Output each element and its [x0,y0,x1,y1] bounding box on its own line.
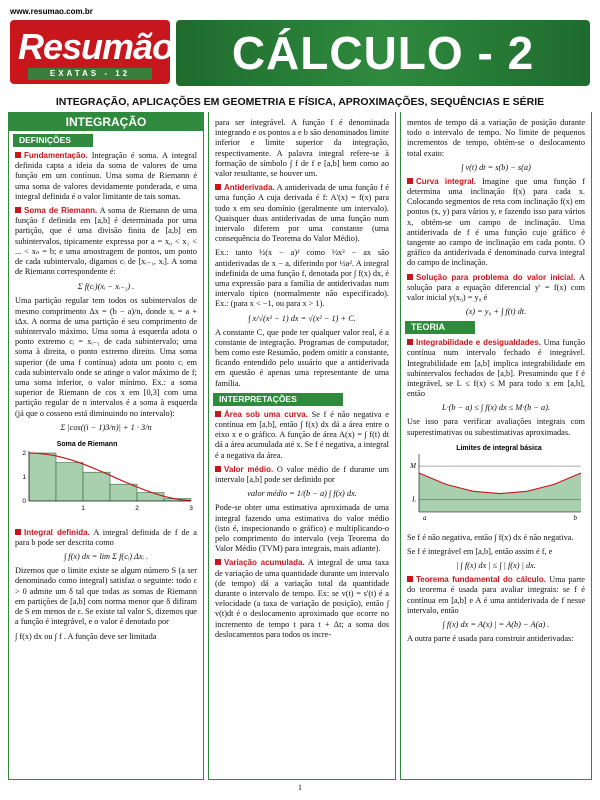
formula: ∫ x/√(x² − 1) dx = √(x² − 1) + C. [248,313,356,323]
formula: valor médio = 1/(b − a) ∫ f(x) dx. [247,489,357,499]
formula: ∫ f(x) dx = lim Σ f(cᵢ) Δxᵢ . [63,552,149,562]
section-bar-teoria: TEORIA [405,321,475,334]
item-text: A antiderivada de uma função f é uma função A cuja derivada é f: A'(x) = f(x) para todo x em seu domínio (geralmente um intervalo). Quaisquer duas antiderivadas de uma função num intervalo diferem por uma constante (uma consequência do Teorema do Valor Médio). [215,183,389,244]
item-text: Se f é não negativa e contínua em [a,b], então ∫ f(x) dx dá a área entre o eixo x e o gráfico. A função de área A(x) = ∫ f(t) dt dá a área acumulada até x. Se f é negativa, a integral é a negativa da área. [215,409,389,460]
keyword: Valor médio. [224,464,274,474]
section-bar-definicoes: DEFINIÇÕES [13,134,93,147]
site-url[interactable]: www.resumao.com.br [10,7,93,16]
paragraph: Pode-se obter uma estimativa aproximada de uma integral fazendo uma estimativa do valor médio (isto é, inspecionando o gráfico) e multiplicando-o pelo comprimento do intervalo (veja Teorema do Valor Médio (TVM) para integrais, mais adiante). [215,503,389,554]
keyword: Antiderivada. [224,183,275,193]
section-bar-integracao: INTEGRAÇÃO [9,113,203,131]
paragraph: Ex.: tanto ½(x − a)² como ½x² − ax são antiderivadas de x − a, diferindo por ½a². A integral indefinida de uma função f, denotada por ∫ f(x) dx, é uma expressão para a família de antiderivadas num intervalo típico (normalmente não especificado). Ex.: (para x < −1, ou para x > 1). [215,248,389,309]
item-text: A integral definida de f de a para b pode ser descrita como [15,527,197,548]
bullet-square-icon [15,207,21,213]
y-tick-label: 0 [22,497,26,505]
column-2 [208,112,396,780]
item-text: A integral de uma taxa de variação de uma quantidade durante um intervalo (de tempo) dá a variação total da quantidade durante o intervalo de tempo. Ex: se v(t) = s'(t) é a velocidade (a taxa de variação de posição), então ∫ v(t)dt é o deslocamento aproximado que ocorre no incremento de tempo t para t + Δt; a soma dos deslocamentos para todos os incre- [215,558,389,639]
chart-title: Soma de Riemann [56,440,118,448]
riemann-bar [29,453,56,501]
x-tick-label: 2 [135,504,139,512]
item-valor-medio [209,465,395,485]
column-3 [400,112,592,780]
riemann-chart-svg [15,437,199,517]
riemann-bar [83,472,110,501]
logo-subtitle: EXATAS - 12 [28,68,152,80]
item-text: Uma função contínua num intervalo fechado é integrável. Integrabilidade em [a,b] implica integrabilidade em subintervalos fechados de [a,b]. Presumindo que f é integrável, se L ≤ f(x) ≤ M para todo x em [a,b], então [407,338,586,399]
riemann-bar [56,462,83,500]
formula: ∫ v(t) dt = s(b) − s(a) [461,162,531,172]
formula: Σ f(cᵢ)(xᵢ − xᵢ₋₁) . [77,282,135,292]
page-number: 1 [298,783,302,792]
paragraph: ∫ f(x) dx ou ∫ f . A função deve ser limitada [15,631,157,641]
keyword: Teorema fundamental do cálculo. [416,575,546,585]
formula: Σ |cos((i − 1)3/n)| + 1 · 3/n [60,422,152,432]
paragraph: Uma partição regular tem todos os subintervalos de mesmo comprimento Δx = (b − a)/n, donde xᵢ = a + iΔx. A norma de uma partição é seu comprimento de subintervalo máximo. Uma soma à esquerda adota o ponto extremo cᵢ = xᵢ₋₁ de cada subintervalo; uma soma à direita, o ponto extremo direito. Uma soma superior (de uma f contínua) adota um ponto cᵢ em cada subintervalo onde se atinge o valor máximo de f; uma soma inferior, o valor mínimo. Ex.: a soma superior de Riemann de cos x em [0,3] com uma partição regular de n intervalos é a soma à esquerda (já que o cosseno está diminuindo no intervalo): [15,296,197,418]
keyword: Integrabilidade e desigualdades. [416,338,541,348]
bullet-square-icon [215,184,221,190]
bullet-square-icon [407,576,413,582]
riemann-bar [110,484,137,501]
keyword: Solução para problema do valor inicial. [416,272,576,282]
paragraph: Se f é não negativa, então ∫ f(x) dx é não negativa. [407,532,574,542]
formula: ∫ f(x) dx = A(x) | = A(b) − A(a) . [442,620,550,630]
paragraph: A constante C, que pode ter qualquer valor real, é a constante de integração. Programas de computador, bem como este Resumão, podem omitir a constante, ficando entendido pelo usuário que a antiderivada em questão é apenas uma representante de uma família. [215,327,389,388]
riemann-bar [137,492,164,500]
item-text: A soma de Riemann de uma função f definida em [a,b] é determinada por uma partição, que é uma divisão finita de [a,b] em subintervalos, tipicamente expressa por a = x₀ < x₁ < ... < xₙ = b; e uma amostragem de pontos, um ponto de cada subintervalo, digamos cᵢ de [xᵢ₋₁, xᵢ]. A soma de Riemann correspondente é: [15,206,198,277]
bullet-square-icon [407,339,413,345]
item-soma-riemann [9,206,203,277]
paragraph: para ser integrável. A função f é denominada integrando e os pontos a e b são denominados limite inferior e limite superior da integração, respectivamente. A palavra integral refere-se à formação de símbolo ∫ f de f e [a,b] bem como ao valor resultante, se houver um. [215,118,389,179]
keyword: Curva integral. [416,176,476,186]
bullet-square-icon [407,178,413,184]
y-tick-label: 2 [22,449,26,457]
item-text: Integração é soma. A integral definida capta a ideia da soma de valores de uma função em um contínuo. Uma soma de Riemann é uma soma de valores devidamente ponderada, e uma integral definida é o valor limitante de tais somas. [15,151,197,201]
item-text: O valor médio de f durante um intervalo [a,b] pode ser definido por [215,464,389,485]
item-solucao [401,273,591,304]
limits-chart [407,442,585,527]
bullet-square-icon [215,559,221,565]
bullet-square-icon [15,529,21,535]
item-fundamentacao [9,151,203,202]
paragraph: Dizemos que o limite existe se algum número S (a ser denominado como integral) satisfaz o seguinte: todo ε > 0 admite um δ tal que todas as somas de Riemann em partições de [a,b] com norma menor que δ difiram de S em menos de ε. Se existe tal valor S, dizemos que a função é integrável, e o valor é denotado por [15,566,197,627]
title-banner [176,20,590,86]
logo-text: Resumão [18,26,174,67]
paragraph: Use isso para verificar avaliações integrais com superestimativas ou subestimativas aproximadas. [407,417,585,437]
item-curva-integral [401,177,591,269]
item-desigualdades [401,338,591,399]
keyword: Soma de Riemann. [24,206,98,216]
header [0,0,600,95]
bullet-square-icon [15,152,21,158]
formula: | ∫ f(x) dx | ≤ ∫ | f(x) | dx. [456,561,536,571]
formula: L·(b − a) ≤ ∫ f(x) dx ≤ M·(b − a). [441,403,551,413]
y-tick-label: L [412,495,416,504]
bullet-square-icon [215,466,221,472]
section-bar-interpretacoes: INTERPRETAÇÕES [213,393,343,406]
item-variacao [209,558,395,640]
page-title: CÁLCULO - 2 [231,27,535,79]
item-text: A solução para a equação diferencial y' = f(x) com valor inicial y(x₀) = y₀ é [407,272,585,303]
item-area [209,410,395,461]
item-antiderivada [209,183,395,244]
keyword: Fundamentação. [24,151,88,160]
bullet-square-icon [407,274,413,280]
keyword: Área sob uma curva. [224,409,308,419]
item-integral-definida [9,528,203,548]
paragraph: Se f é integrável em [a,b], então assim é f, e [407,547,553,557]
y-tick-label: 1 [22,473,26,481]
logo [10,20,174,84]
x-tick-label: 3 [189,504,193,512]
x-tick-label: b [573,513,577,522]
paragraph: mentos de tempo dá a variação de posição durante todo o intervalo de tempo. No limite de pequenos incrementos de tempo, obtém-se o deslocamento total exato: [407,118,585,158]
item-text: Uma parte do teorema é usada para avaliar integrais: se f é contínua em [a,b] e A é uma antiderivada de f nesse intervalo, então [407,575,585,615]
x-tick-label: 1 [81,504,85,512]
riemann-chart [15,437,197,522]
keyword: Variação acumulada. [224,558,305,568]
x-tick-label: a [423,513,427,522]
item-tfc [401,575,591,616]
bullet-square-icon [215,411,221,417]
item-text: Imagine que uma função f determina uma inclinação f(x) para cada x. Colocando segmentos de reta com inclinação f(x) em pontos (x, y) para vários y, e fazendo isso para vários x, obtém-se um campo de inclinação. Uma antiderivada de f é uma função cujo gráfico é tangente ao campo de inclinação em cada ponto. O gráfico da antiderivada é denominado curva integral do campo de inclinação. [407,176,585,268]
y-tick-label: M [410,461,416,470]
page-subtitle: INTEGRAÇÃO, APLICAÇÕES EM GEOMETRIA E FÍSICA, APROXIMAÇÕES, SEQUÊNCIAS E SÉRIE [55,96,545,108]
chart-title: Limites de integral básica [456,444,542,452]
column-1 [8,112,204,780]
limits-chart-svg [407,442,587,522]
formula: (x) = y₀ + ∫ f(t) dt. [465,307,527,317]
paragraph: A outra parte é usada para construir antiderivadas: [407,634,574,644]
keyword: Integral definida. [24,527,90,537]
